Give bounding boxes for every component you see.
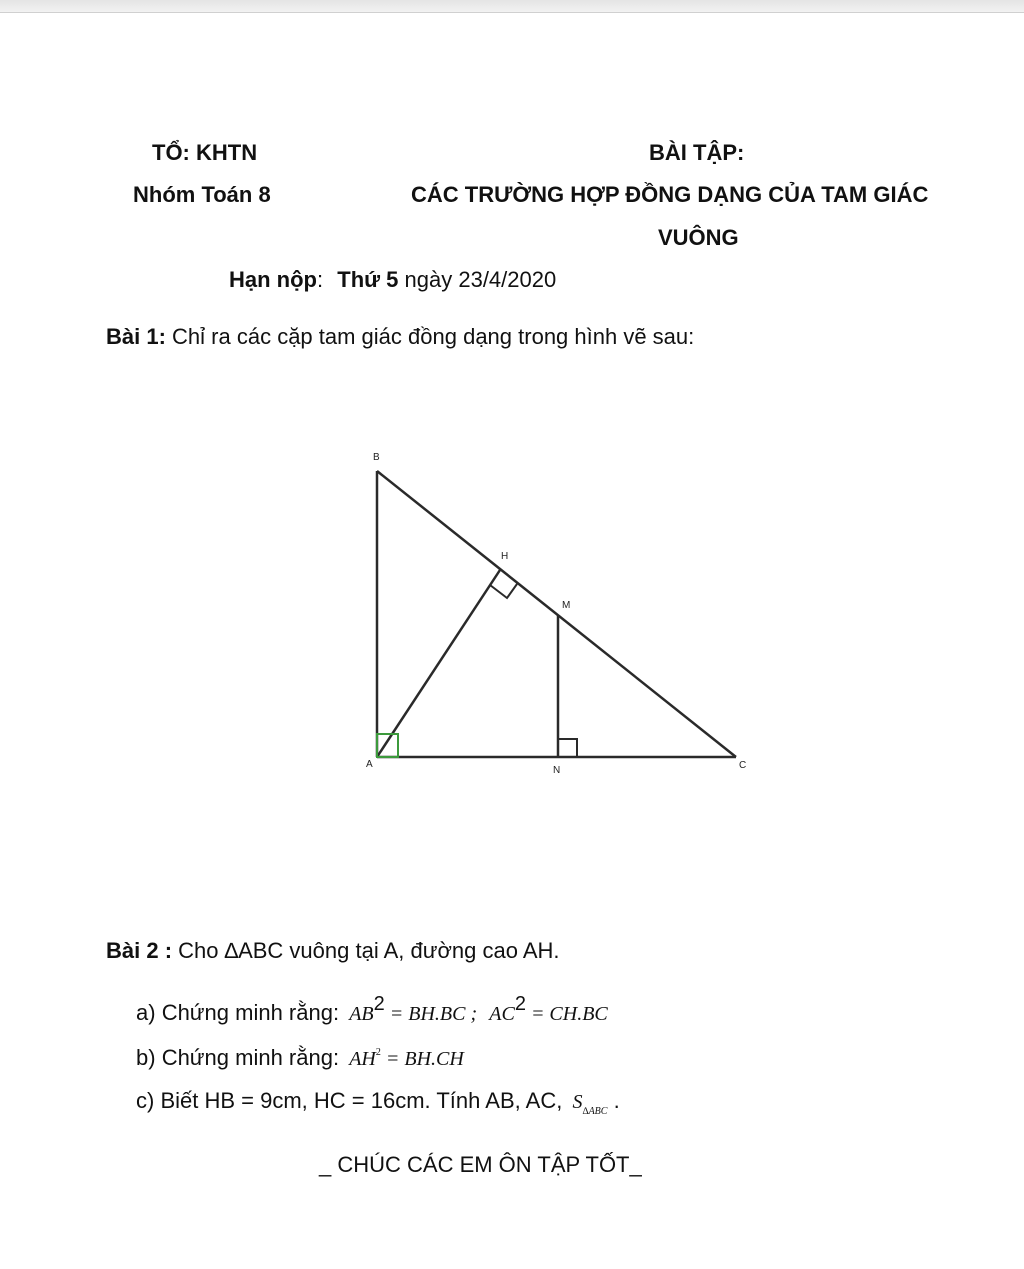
assignment-title: CÁC TRƯỜNG HỢP ĐỒNG DẠNG CỦA TAM GIÁC bbox=[411, 182, 929, 207]
item-text: Biết HB = 9cm, HC = 16cm. Tính AB, AC, bbox=[160, 1088, 563, 1113]
item-marker: a) bbox=[136, 1000, 156, 1025]
point-label-h: H bbox=[501, 551, 509, 562]
deadline-label: Hạn nộp bbox=[229, 267, 317, 292]
exercise-2-item-b bbox=[136, 1045, 464, 1071]
formula-ac-squared: AC2 = CH.BC bbox=[489, 993, 608, 1025]
point-label-c: C bbox=[739, 760, 747, 771]
exercise-1-text: Chỉ ra các cặp tam giác đồng dạng trong hình vẽ sau: bbox=[172, 324, 695, 349]
right-angle-h bbox=[490, 584, 517, 598]
assignment-title-cont: VUÔNG bbox=[658, 225, 739, 250]
altitude-ah bbox=[377, 570, 500, 757]
formula-ah-squared: $AH^2 = BH.CH$ bbox=[349, 1047, 464, 1070]
deadline-date: ngày 23/4/2020 bbox=[404, 267, 557, 292]
closing-wish: _ CHÚC CÁC EM ÔN TẬP TỐT_ bbox=[319, 1152, 642, 1177]
item-marker: b) bbox=[136, 1045, 156, 1070]
item-text: Chứng minh rằng: bbox=[161, 1045, 340, 1070]
point-label-n: N bbox=[553, 765, 561, 776]
right-angle-n bbox=[558, 739, 577, 757]
deadline-colon: : bbox=[317, 267, 324, 292]
formula-ab-squared: AB2 = BH.BC ; bbox=[349, 993, 478, 1025]
item-text: Chứng minh rằng: bbox=[161, 1000, 340, 1025]
exercise-2-item-c bbox=[136, 1088, 620, 1117]
item-end: . bbox=[607, 1088, 620, 1113]
item-marker: c) bbox=[136, 1088, 155, 1113]
deadline-day: Thứ 5 bbox=[337, 267, 399, 292]
point-label-m: M bbox=[562, 600, 571, 611]
point-label-a: A bbox=[366, 759, 373, 770]
formula-area-abc: $S_{\Delta ABC}$ bbox=[572, 1091, 608, 1117]
point-label-b: B bbox=[373, 452, 380, 463]
assignment-label: BÀI TẬP: bbox=[649, 140, 745, 165]
segment-bc bbox=[377, 471, 736, 757]
exercise-2-item-a bbox=[136, 993, 608, 1026]
exercise-2-label: Bài 2 : bbox=[106, 938, 173, 963]
exercise-2 bbox=[106, 938, 560, 964]
group-label: TỔ: KHTN bbox=[152, 140, 258, 165]
exercise-2-text: Cho ∆ABC vuông tại A, đường cao AH. bbox=[178, 938, 560, 963]
exercise-1-label: Bài 1: bbox=[106, 324, 166, 349]
subject-label: Nhóm Toán 8 bbox=[133, 182, 271, 207]
